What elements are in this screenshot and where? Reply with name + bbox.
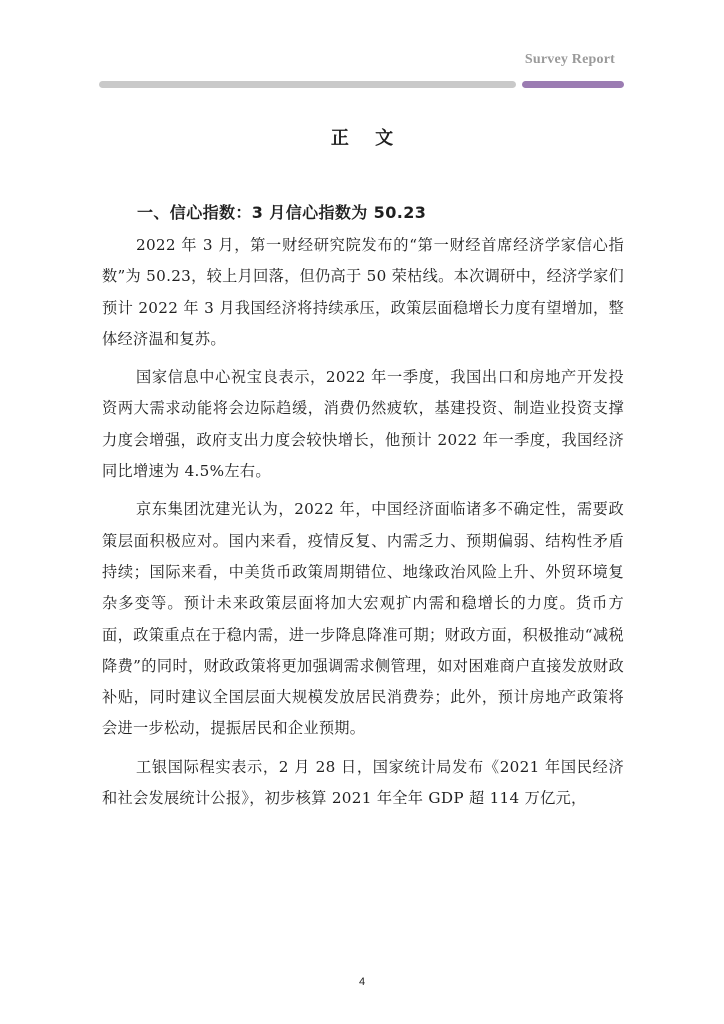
body-text [102,230,624,821]
paragraph-3: 京东集团沈建光认为，2022 年，中国经济面临诸多不确定性，需要政策层面积极应对。国内来看，疫情反复、内需乏力、预期偏弱、结构性矛盾持续；国际来看，中美货币政策周期错位、地缘政治风险上升、外贸环境复杂多变等。预计未来政策层面将加大宏观扩内需和稳增长的力度。货币方面，政策重点在于稳内需，进一步降息降准可期；财政方面，积极推动“减税降费”的同时，财政政策将更加强调需求侧管理，如对困难商户直接发放财政补贴，同时建议全国层面大规模发放居民消费券；此外，预计房地产政策将会进一步松动，提振居民和企业预期。 [102,500,624,738]
header-rule-gray [99,81,516,88]
header-rule-accent [522,81,624,88]
paragraph-4: 工银国际程实表示，2 月 28 日，国家统计局发布《2021 年国民经济和社会发展统计公报》，初步核算 2021 年全年 GDP 超 114 万亿元， [102,757,624,808]
paragraph-2: 国家信息中心祝宝良表示，2022 年一季度，我国出口和房地产开发投资两大需求动能将会边际趋缓，消费仍然疲软，基建投资、制造业投资支撑力度会增强，政府支出力度会较快增长，他预计 2022 年一季度，我国经济同比增速为 4.5%左右。 [102,368,624,481]
section-heading: 一、信心指数：3 月信心指数为 50.23 [137,203,427,222]
page-title: 正 文 [330,128,404,149]
page-number: 4 [358,976,366,988]
report-header-label: Survey Report [524,52,615,67]
paragraph-1: 2022 年 3 月，第一财经研究院发布的“第一财经首席经济学家信心指数”为 50.23，较上月回落，但仍高于 50 荣枯线。本次调研中，经济学家们预计 2022 年 3 月我国经济将持续承压，政策层面稳增长力度有望增加，整体经济温和复苏。 [102,236,625,348]
